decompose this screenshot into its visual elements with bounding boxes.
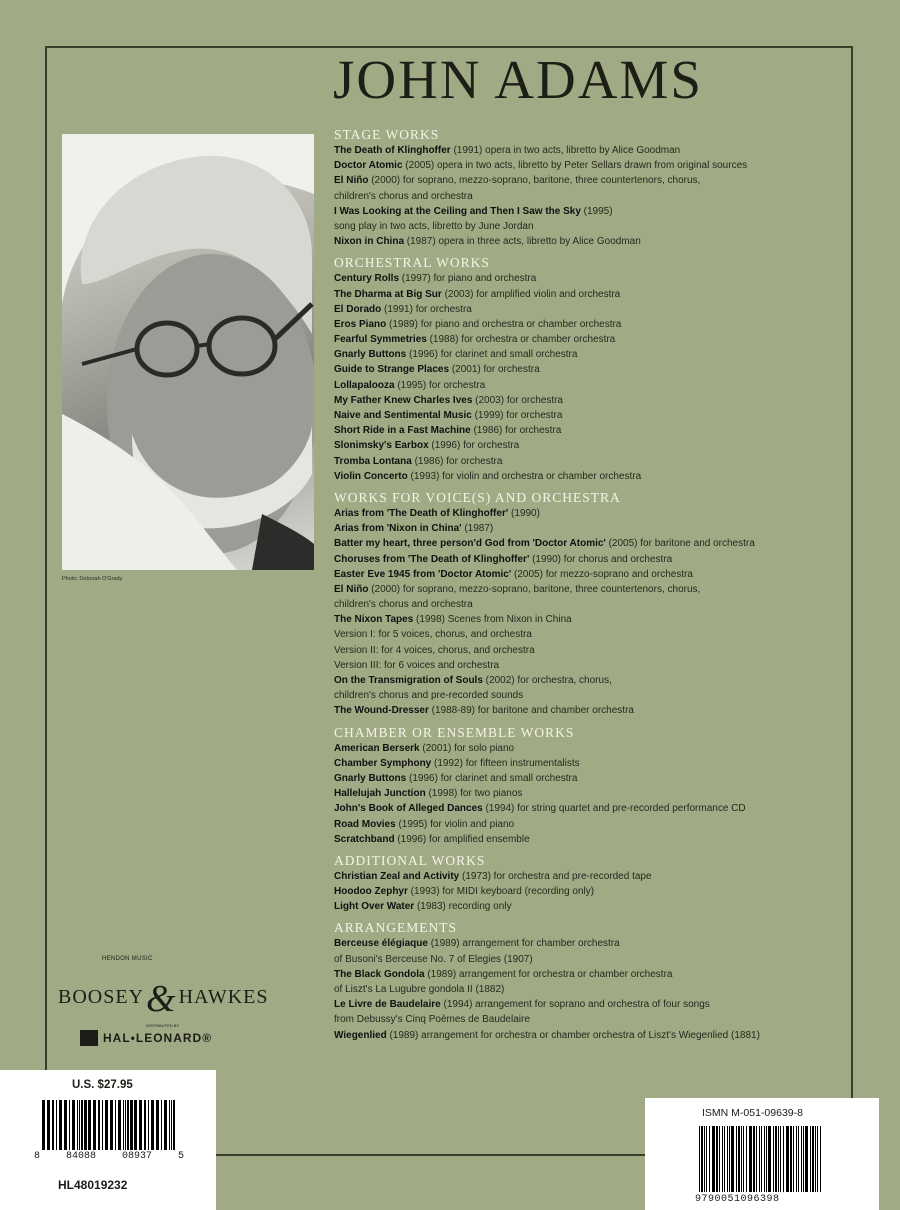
work-description: (1989) arrangement for orchestra or chamber orchestra: [424, 968, 673, 980]
work-entry: [334, 1012, 849, 1027]
work-title: Violin Concerto: [334, 470, 408, 482]
work-entry: [334, 597, 849, 612]
work-description: (1998) for two pianos: [425, 788, 523, 800]
work-entry: [334, 347, 849, 362]
barcode-bar: [169, 1100, 170, 1150]
work-description: from Debussy's Cinq Poèmes de Baudelaire: [334, 1014, 530, 1026]
work-description: (1996) for amplified ensemble: [394, 833, 530, 845]
work-entry: [334, 627, 849, 642]
barcode-bar: [79, 1100, 80, 1150]
work-description: (1993) for MIDI keyboard (recording only): [407, 886, 595, 898]
work-title: Century Rolls: [334, 273, 400, 285]
section-heading: STAGE WORKS: [334, 127, 440, 142]
composer-photo: [62, 134, 314, 570]
work-description: of Liszt's La Lugubre gondola II (1882): [334, 984, 505, 995]
work-description: song play in two acts, libretto by June Jordan: [334, 220, 534, 232]
barcode-bar: [736, 1126, 737, 1192]
hal-leonard-icon: [80, 1030, 98, 1046]
barcode-bar: [144, 1100, 146, 1150]
work-title: Guide to Strange Places: [334, 364, 450, 376]
work-description: (1986) for orchestra: [470, 425, 562, 437]
barcode-bar: [793, 1126, 794, 1192]
barcode-bar: [110, 1100, 113, 1150]
section-heading: CHAMBER OR ENSEMBLE WORKS: [334, 724, 575, 740]
barcode-bar: [727, 1126, 728, 1192]
work-title: John's Book of Alleged Dances: [334, 803, 483, 815]
barcode-bar: [780, 1126, 781, 1192]
work-description: (1999) for orchestra: [471, 410, 563, 421]
work-description: (1994) for string quartet and pre-recorded performance CD: [482, 803, 746, 815]
barcode-bar: [56, 1100, 57, 1150]
barcode-bar: [171, 1100, 172, 1150]
barcode-bar: [127, 1100, 129, 1150]
work-entry: [334, 936, 849, 951]
barcode-bar: [84, 1100, 87, 1150]
work-description: (1989) arrangement for orchestra or chamber orchestra of Liszt's Wiegenlied (1881): [386, 1029, 760, 1041]
barcode-bar: [719, 1126, 720, 1192]
work-description: (1996) for clarinet and small orchestra: [406, 772, 578, 784]
work-title: Chamber Symphony: [334, 757, 432, 769]
composer-title: JOHN ADAMS: [333, 49, 703, 110]
barcode-bar: [749, 1126, 752, 1192]
barcode-bar: [712, 1126, 715, 1192]
work-title: Scratchband: [334, 833, 395, 845]
barcode-bar: [810, 1126, 811, 1192]
price-label: U.S. $27.95: [72, 1079, 133, 1091]
works-list: [334, 126, 849, 1043]
work-description: (1994) arrangement for soprano and orchestra of four songs: [440, 999, 710, 1011]
work-title: Arias from 'Nixon in China': [334, 523, 462, 535]
barcode-bar: [817, 1126, 818, 1192]
work-entry: [334, 362, 849, 377]
work-entry: [334, 469, 849, 484]
work-description: (1998) Scenes from Nixon in China: [413, 614, 572, 626]
barcode-bar: [88, 1100, 91, 1150]
section-heading: ORCHESTRAL WORKS: [334, 255, 490, 271]
work-description: (2005) opera in two acts, libretto by Peter Sellars drawn from original sources: [402, 160, 748, 172]
work-entry: [334, 884, 849, 899]
barcode-bar: [699, 1126, 700, 1192]
work-entry: [334, 302, 849, 317]
work-title: I Was Looking at the Ceiling and Then I Saw the Sky: [334, 205, 581, 217]
publisher-name-left: BOOSEY: [58, 986, 145, 1008]
barcode-bar: [766, 1126, 767, 1192]
publisher-logo: [58, 977, 269, 1021]
barcode-bar: [130, 1100, 133, 1150]
barcode-bar: [156, 1100, 159, 1150]
ismn-label: ISMN M-051-09639-8: [702, 1107, 803, 1119]
work-entry: [334, 643, 849, 658]
barcode-bar: [72, 1100, 75, 1150]
work-description: (1988-89) for baritone and chamber orchestra: [428, 705, 634, 717]
works-section: [334, 489, 849, 719]
work-description: (1995): [580, 205, 613, 217]
barcode-bar: [724, 1126, 725, 1192]
work-entry: [334, 287, 849, 302]
work-description: (1996) for clarinet and small orchestra: [406, 349, 578, 361]
work-title: Eros Piano: [334, 318, 387, 330]
work-description: (1995) for orchestra: [394, 379, 486, 391]
work-entry: [334, 536, 849, 551]
work-entry: [334, 786, 849, 801]
barcode-bar: [164, 1100, 167, 1150]
work-title: The Death of Klinghoffer: [334, 145, 451, 156]
barcode-bar: [64, 1100, 67, 1150]
work-entry: [334, 741, 849, 756]
works-section: [334, 254, 849, 484]
work-description: (1991) for orchestra: [381, 303, 472, 315]
work-description: Version II: for 4 voices, chorus, and orchestra: [334, 644, 535, 656]
work-entry: [334, 393, 849, 408]
work-entry: [334, 378, 849, 393]
work-description: (2000) for soprano, mezzo-soprano, baritone, three countertenors, chorus,: [368, 583, 701, 595]
work-entry: [334, 582, 849, 597]
barcode-bar: [761, 1126, 762, 1192]
works-section: [334, 852, 849, 915]
work-title: Arias from 'The Death of Klinghoffer': [334, 507, 509, 519]
work-entry: [334, 173, 849, 188]
work-title: Naive and Sentimental Music: [334, 410, 472, 421]
work-title: Batter my heart, three person'd God from 'Doctor Atomic': [334, 538, 606, 550]
work-description: (1992) for fifteen instrumentalists: [431, 757, 580, 769]
publisher-ampersand: &: [146, 978, 177, 1020]
work-title: Slonimsky's Earbox: [334, 440, 429, 452]
work-description: of Busoni's Berceuse No. 7 of Elegies (1907): [334, 953, 533, 965]
work-entry: [334, 658, 849, 673]
works-section: [334, 126, 849, 249]
work-title: Doctor Atomic: [334, 160, 403, 172]
work-entry: [334, 771, 849, 786]
distributor-name: HAL•LEONARD®: [103, 1031, 213, 1045]
work-description: children's chorus and orchestra: [334, 599, 473, 611]
upc-digit-group: 5: [177, 1151, 184, 1162]
work-entry: [334, 271, 849, 286]
barcode-bar: [81, 1100, 83, 1150]
work-title: Choruses from 'The Death of Klinghoffer': [334, 553, 530, 565]
work-description: (1989) for piano and orchestra or chamber orchestra: [386, 318, 622, 330]
work-title: El Niño: [334, 175, 369, 187]
barcode-bar: [105, 1100, 108, 1150]
work-entry: [334, 219, 849, 234]
barcode-bar: [786, 1126, 789, 1192]
work-title: The Nixon Tapes: [334, 614, 414, 626]
barcode-bar: [123, 1100, 124, 1150]
barcode-bar: [738, 1126, 740, 1192]
barcode-bar: [803, 1126, 804, 1192]
work-entry: [334, 967, 849, 982]
work-description: (1988) for orchestra or chamber orchestra: [426, 334, 616, 346]
work-title: Gnarly Buttons: [334, 349, 407, 361]
work-entry: [334, 506, 849, 521]
work-entry: [334, 982, 849, 997]
work-title: El Niño: [334, 583, 369, 595]
section-heading: ARRANGEMENTS: [334, 920, 458, 936]
barcode-bar: [98, 1100, 100, 1150]
barcode-bar: [801, 1126, 802, 1192]
work-entry: [334, 521, 849, 536]
barcode-bar: [722, 1126, 723, 1192]
work-entry: [334, 952, 849, 967]
ismn-sticker: [645, 1098, 879, 1210]
work-entry: [334, 997, 849, 1012]
work-description: (2001) for solo piano: [419, 742, 515, 754]
barcode-bar: [118, 1100, 121, 1150]
work-title: Light Over Water: [334, 901, 415, 913]
work-description: (1987): [461, 523, 494, 535]
work-entry: [334, 703, 849, 718]
work-description: (1990) for chorus and orchestra: [529, 553, 673, 565]
work-title: Le Livre de Baudelaire: [334, 999, 441, 1011]
works-section: [334, 919, 849, 1042]
work-entry: [334, 817, 849, 832]
work-entry: [334, 899, 849, 914]
barcode-bar: [115, 1100, 116, 1150]
work-description: (1973) for orchestra and pre-recorded tape: [459, 870, 652, 882]
work-description: Version III: for 6 voices and orchestra: [334, 659, 500, 671]
work-entry: [334, 673, 849, 688]
work-description: (1995) for violin and piano: [395, 818, 515, 830]
work-entry: [334, 438, 849, 453]
work-title: My Father Knew Charles Ives: [334, 394, 473, 406]
barcode-bar: [161, 1100, 162, 1150]
barcode-bar: [812, 1126, 814, 1192]
work-title: Gnarly Buttons: [334, 772, 407, 784]
work-title: Tromba Lontana: [334, 455, 412, 467]
work-description: (1991) opera in two acts, libretto by Alice Goodman: [450, 145, 681, 156]
barcode-bar: [778, 1126, 779, 1192]
barcode-bar: [815, 1126, 816, 1192]
barcode-bar: [764, 1126, 765, 1192]
work-entry: [334, 423, 849, 438]
work-entry: [334, 332, 849, 347]
work-description: (2005) for baritone and orchestra: [605, 538, 755, 550]
work-description: (1986) for orchestra: [411, 455, 503, 467]
barcode-bar: [151, 1100, 154, 1150]
work-entry: [334, 158, 849, 173]
work-entry: [334, 317, 849, 332]
barcode-bar: [173, 1100, 175, 1150]
work-description: (2003) for amplified violin and orchestra: [441, 288, 621, 300]
work-title: Christian Zeal and Activity: [334, 870, 460, 882]
barcode-bar: [706, 1126, 707, 1192]
upc-digit-group: 08937: [121, 1151, 152, 1162]
barcode-bar: [768, 1126, 771, 1192]
distributor-logo: [80, 1030, 212, 1046]
section-heading: WORKS FOR VOICE(S) AND ORCHESTRA: [334, 489, 621, 505]
work-entry: [334, 552, 849, 567]
barcode-bar: [134, 1100, 137, 1150]
work-entry: [334, 688, 849, 703]
upc-barcode: [42, 1100, 176, 1150]
work-entry: [334, 756, 849, 771]
photo-credit: Photo: Deborah O'Grady: [62, 576, 123, 582]
upc-digit-group: 84088: [65, 1151, 96, 1162]
work-title: Easter Eve 1945 from 'Doctor Atomic': [334, 568, 512, 580]
barcode-bar: [731, 1126, 734, 1192]
barcode-bar: [125, 1100, 126, 1150]
upc-digits: [34, 1151, 184, 1162]
work-title: Hallelujah Junction: [334, 788, 426, 800]
barcode-bar: [741, 1126, 742, 1192]
barcode-bar: [42, 1100, 45, 1150]
work-title: Berceuse élégiaque: [334, 938, 428, 950]
barcode-bar: [790, 1126, 792, 1192]
work-title: Road Movies: [334, 818, 396, 830]
works-section: [334, 724, 849, 847]
barcode-bar: [59, 1100, 62, 1150]
barcode-bar: [139, 1100, 142, 1150]
work-description: children's chorus and pre-recorded sounds: [334, 690, 524, 702]
work-title: American Berserk: [334, 742, 420, 754]
work-entry: [334, 612, 849, 627]
distributor-note: DISTRIBUTED BY: [146, 1023, 180, 1028]
barcode-bar: [77, 1100, 78, 1150]
barcode-bar: [93, 1100, 96, 1150]
section-heading: ADDITIONAL WORKS: [334, 852, 486, 868]
barcode-bar: [69, 1100, 70, 1150]
work-title: The Dharma at Big Sur: [334, 288, 442, 300]
work-description: (2001) for orchestra: [449, 364, 540, 376]
barcode-bar: [716, 1126, 718, 1192]
barcode-bar: [759, 1126, 760, 1192]
work-description: (1997) for piano and orchestra: [399, 273, 537, 285]
work-title: The Wound-Dresser: [334, 705, 429, 717]
barcode-bar: [704, 1126, 705, 1192]
work-entry: [334, 801, 849, 816]
publisher-name-right: HAWKES: [178, 986, 269, 1008]
barcode-bar: [773, 1126, 774, 1192]
barcode-bar: [148, 1100, 149, 1150]
work-description: (2003) for orchestra: [472, 394, 563, 406]
work-title: Hoodoo Zephyr: [334, 886, 408, 898]
work-entry: [334, 567, 849, 582]
imprint-label: HENDON MUSIC: [102, 956, 153, 962]
barcode-bar: [47, 1100, 50, 1150]
work-title: El Dorado: [334, 303, 382, 315]
work-title: The Black Gondola: [334, 968, 425, 980]
work-description: children's chorus and orchestra: [334, 190, 473, 202]
catalog-number: HL48019232: [58, 1178, 128, 1192]
barcode-bar: [775, 1126, 777, 1192]
work-description: Version I: for 5 voices, chorus, and orchestra: [334, 629, 532, 641]
work-description: (1996) for orchestra: [428, 440, 520, 452]
work-description: (1987) opera in three acts, libretto by Alice Goodman: [404, 236, 641, 248]
work-entry: [334, 408, 849, 423]
work-description: (2000) for soprano, mezzo-soprano, baritone, three countertenors, chorus,: [368, 175, 701, 187]
work-entry: [334, 234, 849, 249]
barcode-bar: [798, 1126, 799, 1192]
barcode-bar: [756, 1126, 757, 1192]
barcode-bar: [709, 1126, 710, 1192]
barcode-bar: [783, 1126, 784, 1192]
barcode-bar: [805, 1126, 808, 1192]
work-title: On the Transmigration of Souls: [334, 675, 483, 686]
upc-digit-group: 8: [34, 1151, 41, 1162]
work-description: (1990): [508, 507, 540, 519]
barcode-bar: [796, 1126, 797, 1192]
work-entry: [334, 1028, 849, 1043]
barcode-bar: [729, 1126, 730, 1192]
ismn-digits: 9790051096398: [695, 1194, 780, 1205]
price-sticker: [0, 1070, 216, 1210]
work-description: (2005) for mezzo-soprano and orchestra: [511, 568, 693, 580]
barcode-bar: [820, 1126, 821, 1192]
barcode-bar: [102, 1100, 103, 1150]
barcode-bar: [753, 1126, 755, 1192]
work-entry: [334, 204, 849, 219]
work-entry: [334, 454, 849, 469]
barcode-bar: [743, 1126, 744, 1192]
work-description: (1993) for violin and orchestra or chamber orchestra: [407, 470, 642, 482]
ismn-barcode: [699, 1126, 825, 1192]
work-description: (1983) recording only: [414, 901, 512, 913]
work-entry: [334, 869, 849, 884]
barcode-bar: [52, 1100, 54, 1150]
work-entry: [334, 832, 849, 847]
barcode-bar: [701, 1126, 703, 1192]
work-title: Nixon in China: [334, 236, 404, 248]
work-title: Lollapalooza: [334, 379, 395, 391]
work-title: Fearful Symmetries: [334, 334, 427, 346]
work-title: Wiegenlied: [334, 1029, 387, 1041]
work-entry: [334, 143, 849, 158]
work-title: Short Ride in a Fast Machine: [334, 425, 471, 437]
work-entry: [334, 189, 849, 204]
work-description: (1989) arrangement for chamber orchestra: [427, 938, 620, 950]
work-description: (2002) for orchestra, chorus,: [482, 675, 612, 686]
barcode-bar: [746, 1126, 747, 1192]
